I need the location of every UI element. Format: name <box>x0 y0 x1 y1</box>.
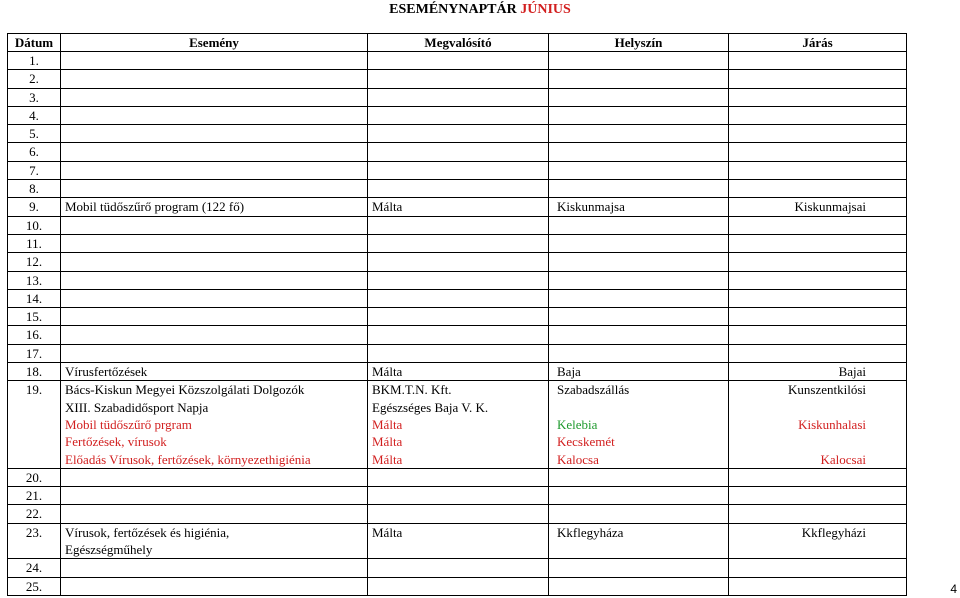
day-cell: 6. <box>8 143 61 161</box>
event-cell <box>61 70 368 88</box>
event-cell: Mobil tüdőszűrő program (122 fő) <box>61 198 368 216</box>
table-row <box>8 125 907 143</box>
header-row <box>8 34 907 52</box>
venue-cell <box>549 216 729 234</box>
day-cell: 2. <box>8 70 61 88</box>
table-row <box>8 70 907 88</box>
day-cell: 10. <box>8 216 61 234</box>
venue-cell <box>549 143 729 161</box>
organizer-cell <box>368 70 549 88</box>
venue-cell <box>549 125 729 143</box>
event-cell <box>61 487 368 505</box>
table-row <box>8 344 907 362</box>
event-line: Mobil tüdőszűrő prgram <box>65 416 192 432</box>
district-line <box>733 399 866 416</box>
col-header-organizer: Megvalósító <box>368 34 549 52</box>
day-cell: 15. <box>8 308 61 326</box>
organizer-cell <box>368 308 549 326</box>
district-cell: Kiskunmajsai <box>729 198 907 216</box>
district-cell <box>729 253 907 271</box>
venue-cell <box>549 271 729 289</box>
table-row <box>8 559 907 577</box>
event-cell <box>61 559 368 577</box>
venue-cell <box>549 234 729 252</box>
district-cell <box>729 381 907 468</box>
district-cell <box>729 559 907 577</box>
organizer-cell <box>368 344 549 362</box>
organizer-cell <box>368 559 549 577</box>
day-cell: 12. <box>8 253 61 271</box>
event-cell <box>61 253 368 271</box>
venue-cell <box>549 52 729 70</box>
event-cell <box>61 180 368 198</box>
organizer-line: Egészséges Baja V. K. <box>372 399 489 415</box>
organizer-cell <box>368 161 549 179</box>
table-row <box>8 326 907 344</box>
table-row <box>8 216 907 234</box>
table-row <box>8 468 907 486</box>
venue-cell: Kiskunmajsa <box>549 198 729 216</box>
event-line: Egészségműhely <box>65 542 153 558</box>
day-cell: 19. <box>8 381 61 468</box>
table-row <box>8 234 907 252</box>
day-cell: 17. <box>8 344 61 362</box>
district-line: Kunszentkilósi <box>788 382 866 398</box>
day-cell: 7. <box>8 161 61 179</box>
organizer-cell: Málta <box>368 363 549 381</box>
event-cell <box>61 234 368 252</box>
event-cell <box>61 308 368 326</box>
district-cell <box>729 505 907 523</box>
district-line <box>733 433 866 450</box>
venue-cell <box>549 70 729 88</box>
event-line: XIII. Szabadidősport Napja <box>65 399 209 415</box>
venue-line <box>557 399 724 416</box>
table-row <box>8 88 907 106</box>
organizer-cell: Málta <box>368 523 549 559</box>
event-cell <box>61 326 368 344</box>
district-cell <box>729 70 907 88</box>
page-number: 4 <box>950 582 957 596</box>
district-cell <box>729 344 907 362</box>
district-cell <box>729 180 907 198</box>
col-header-district: Járás <box>729 34 907 52</box>
venue-cell <box>549 344 729 362</box>
table-row <box>8 289 907 307</box>
district-cell <box>729 326 907 344</box>
venue-cell <box>549 88 729 106</box>
table-row <box>8 363 907 381</box>
event-cell <box>61 161 368 179</box>
venue-line: Kelebia <box>557 416 598 432</box>
event-cell <box>61 52 368 70</box>
venue-cell <box>549 559 729 577</box>
organizer-line: Málta <box>372 416 403 432</box>
organizer-cell <box>368 143 549 161</box>
table-row <box>8 180 907 198</box>
venue-cell <box>549 180 729 198</box>
table-row <box>8 381 907 468</box>
month-label: JÚNIUS <box>520 2 571 17</box>
district-cell <box>729 308 907 326</box>
venue-line: Kalocsa <box>557 451 599 467</box>
table-row <box>8 161 907 179</box>
table-row <box>8 523 907 559</box>
table-row <box>8 52 907 70</box>
venue-cell <box>549 308 729 326</box>
organizer-cell <box>368 216 549 234</box>
venue-line: Kecskemét <box>557 434 615 450</box>
venue-cell <box>549 381 729 468</box>
day-cell: 5. <box>8 125 61 143</box>
day-cell: 1. <box>8 52 61 70</box>
organizer-cell <box>368 326 549 344</box>
event-cell <box>61 468 368 486</box>
organizer-cell <box>368 88 549 106</box>
table-row <box>8 505 907 523</box>
day-cell: 3. <box>8 88 61 106</box>
table-row <box>8 143 907 161</box>
table-row <box>8 198 907 216</box>
district-cell <box>729 234 907 252</box>
event-cell <box>61 125 368 143</box>
col-header-event: Esemény <box>61 34 368 52</box>
event-line: Előadás Vírusok, fertőzések, környezethigiénia <box>65 451 311 467</box>
organizer-cell <box>368 106 549 124</box>
event-line: Fertőzések, vírusok <box>65 434 167 450</box>
venue-cell <box>549 289 729 307</box>
venue-cell <box>549 577 729 595</box>
day-cell: 13. <box>8 271 61 289</box>
day-cell: 24. <box>8 559 61 577</box>
organizer-cell <box>368 487 549 505</box>
venue-cell <box>549 161 729 179</box>
day-cell: 22. <box>8 505 61 523</box>
organizer-cell: Málta <box>368 198 549 216</box>
event-cell <box>61 381 368 468</box>
table-row <box>8 487 907 505</box>
day-cell: 25. <box>8 577 61 595</box>
venue-line: Szabadszállás <box>557 382 630 398</box>
district-cell <box>729 216 907 234</box>
venue-cell <box>549 505 729 523</box>
event-cell <box>61 143 368 161</box>
organizer-cell <box>368 289 549 307</box>
day-cell: 21. <box>8 487 61 505</box>
event-cell <box>61 344 368 362</box>
district-cell <box>729 289 907 307</box>
district-cell <box>729 52 907 70</box>
table-row <box>8 106 907 124</box>
event-calendar-table <box>7 33 907 596</box>
col-header-venue: Helyszín <box>549 34 729 52</box>
day-cell: 9. <box>8 198 61 216</box>
event-cell <box>61 577 368 595</box>
organizer-cell <box>368 381 549 468</box>
day-cell: 11. <box>8 234 61 252</box>
organizer-cell <box>368 253 549 271</box>
district-cell: Bajai <box>729 363 907 381</box>
district-cell <box>729 577 907 595</box>
event-cell <box>61 216 368 234</box>
venue-cell: Baja <box>549 363 729 381</box>
district-cell <box>729 88 907 106</box>
organizer-cell <box>368 505 549 523</box>
district-line: Kiskunhalasi <box>798 416 866 432</box>
organizer-line: BKM.T.N. Kft. <box>372 382 452 398</box>
event-cell <box>61 106 368 124</box>
table-row <box>8 271 907 289</box>
day-cell: 20. <box>8 468 61 486</box>
table-row <box>8 577 907 595</box>
district-cell <box>729 143 907 161</box>
day-cell: 8. <box>8 180 61 198</box>
event-cell <box>61 88 368 106</box>
district-cell <box>729 161 907 179</box>
organizer-cell <box>368 271 549 289</box>
day-cell: 14. <box>8 289 61 307</box>
col-header-date: Dátum <box>8 34 61 52</box>
event-cell <box>61 289 368 307</box>
day-cell: 23. <box>8 523 61 559</box>
day-cell: 16. <box>8 326 61 344</box>
district-cell <box>729 468 907 486</box>
table-row <box>8 308 907 326</box>
district-line: Kalocsai <box>820 451 866 467</box>
organizer-cell <box>368 52 549 70</box>
event-line: Vírusok, fertőzések és higiénia, <box>65 524 230 540</box>
organizer-cell <box>368 125 549 143</box>
district-cell <box>729 487 907 505</box>
day-cell: 18. <box>8 363 61 381</box>
venue-cell <box>549 253 729 271</box>
district-cell: Kkflegyházi <box>729 523 907 559</box>
event-cell <box>61 505 368 523</box>
table-row <box>8 253 907 271</box>
venue-cell <box>549 326 729 344</box>
district-cell <box>729 125 907 143</box>
organizer-cell <box>368 468 549 486</box>
organizer-cell <box>368 180 549 198</box>
event-cell: Vírusfertőzések <box>61 363 368 381</box>
venue-cell <box>549 468 729 486</box>
venue-cell <box>549 487 729 505</box>
organizer-cell <box>368 577 549 595</box>
page-title: ESEMÉNYNAPTÁR JÚNIUS <box>389 2 571 17</box>
organizer-line: Málta <box>372 434 403 450</box>
day-cell: 4. <box>8 106 61 124</box>
organizer-cell <box>368 234 549 252</box>
organizer-line: Málta <box>372 451 403 467</box>
district-cell <box>729 271 907 289</box>
event-cell <box>61 523 368 559</box>
venue-cell: Kkflegyháza <box>549 523 729 559</box>
venue-cell <box>549 106 729 124</box>
event-line: Bács-Kiskun Megyei Közszolgálati Dolgozók <box>65 382 305 398</box>
event-cell <box>61 271 368 289</box>
district-cell <box>729 106 907 124</box>
